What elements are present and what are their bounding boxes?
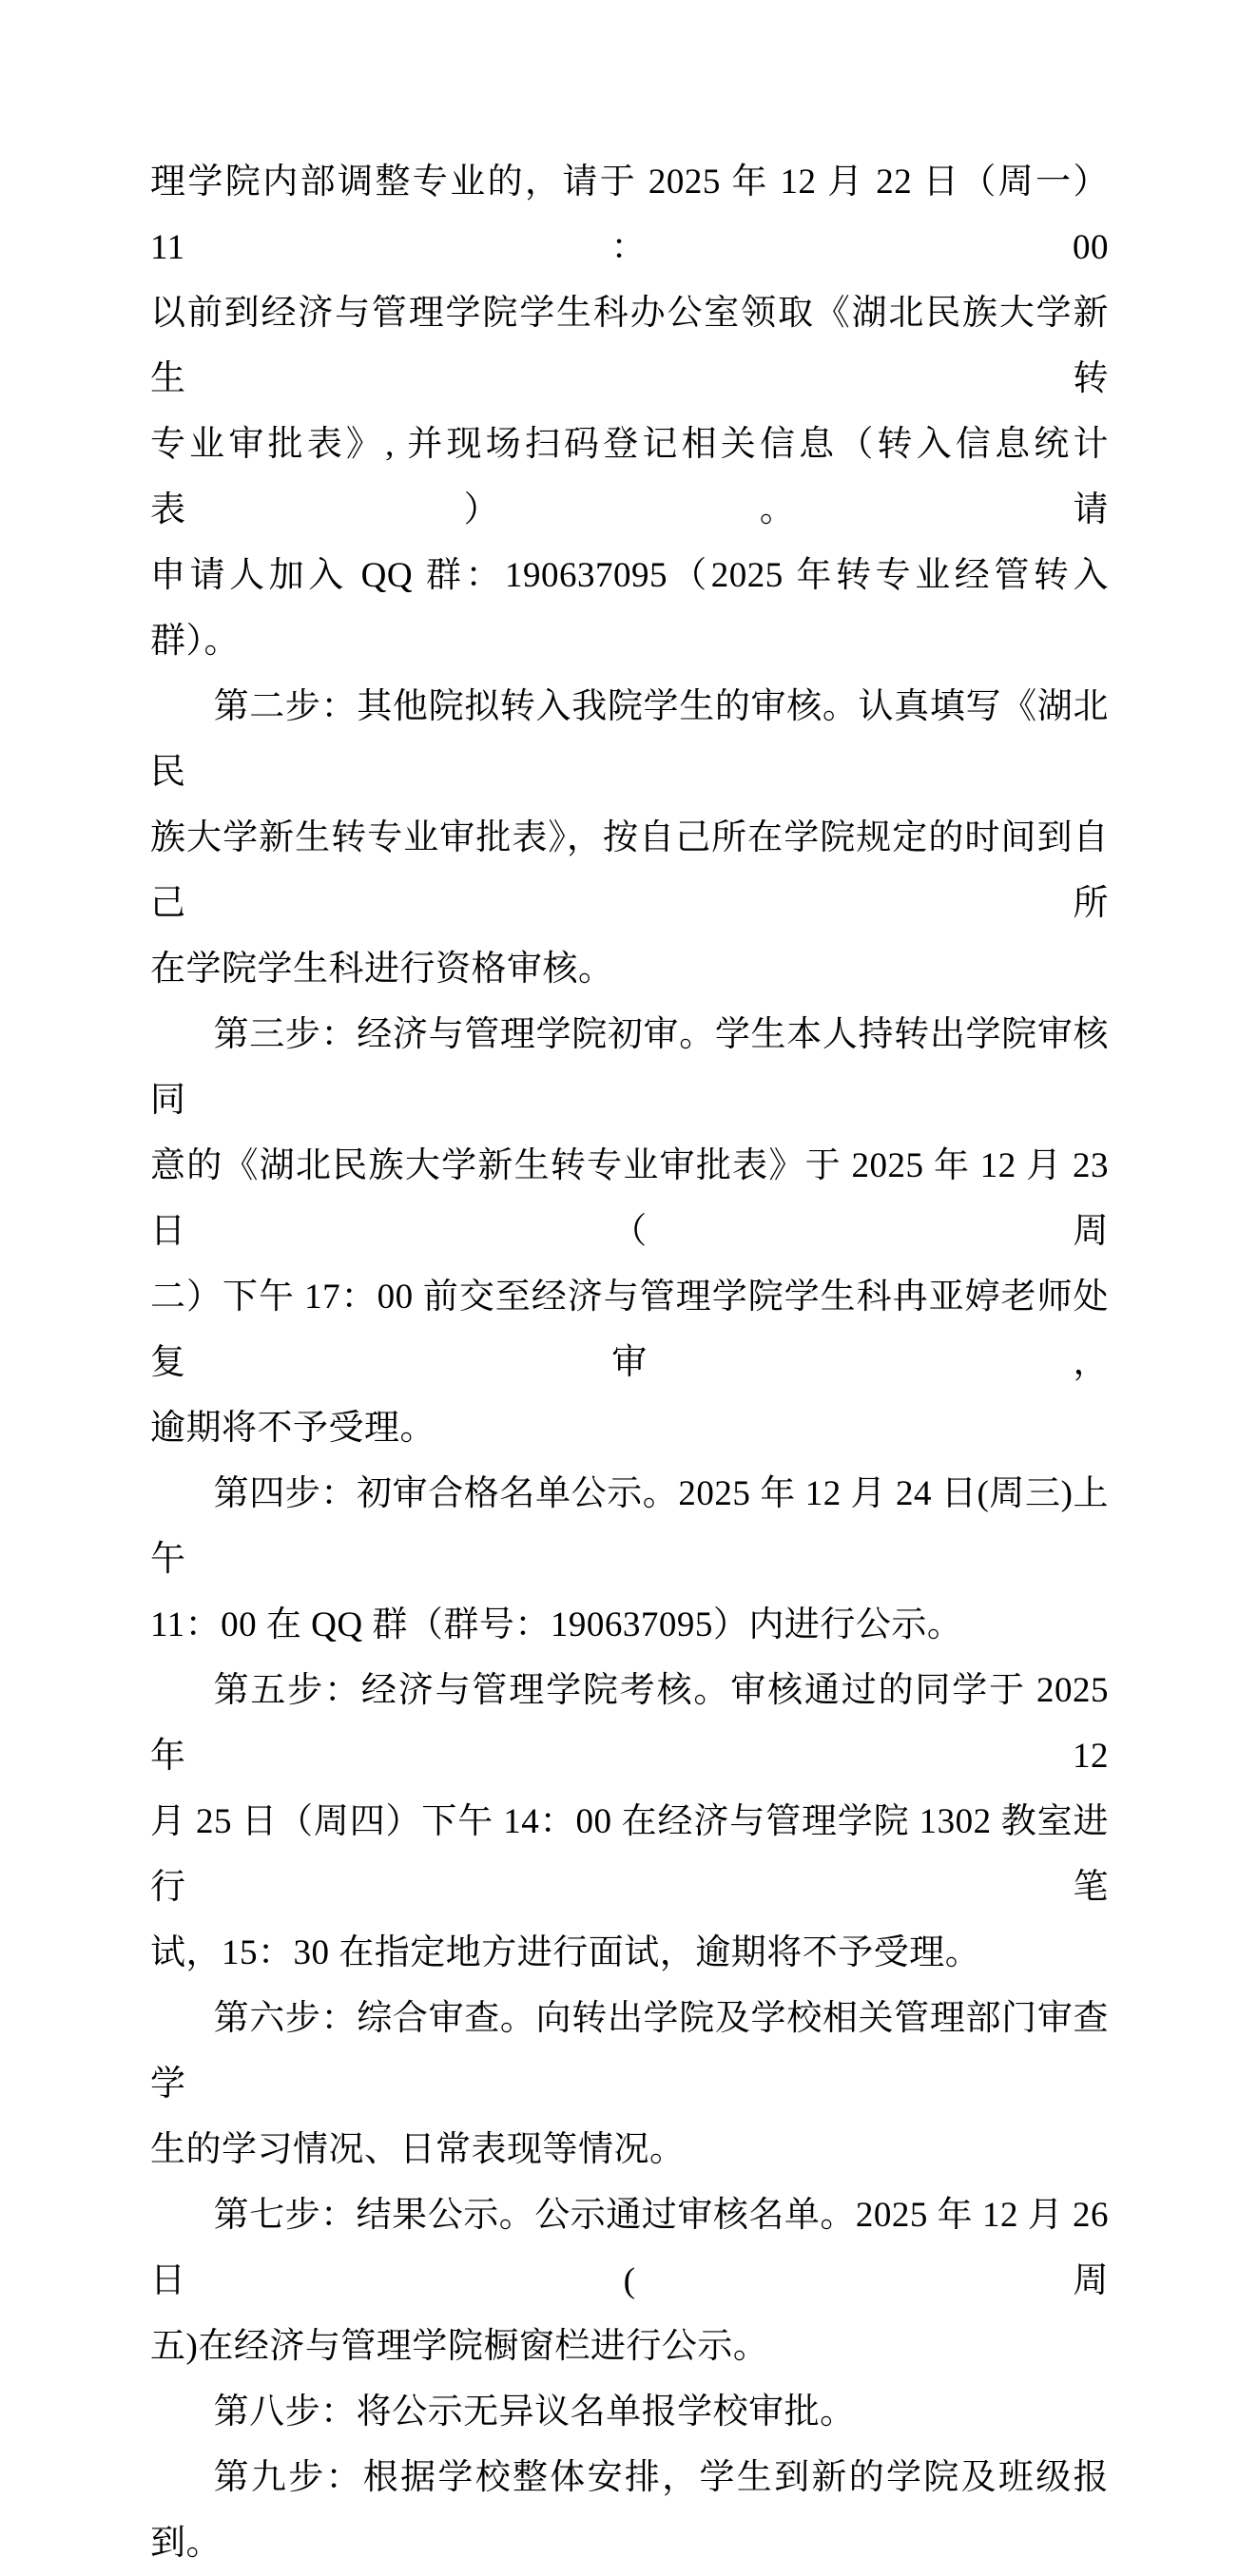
text-line: 第九步：根据学校整体安排，学生到新的学院及班级报到。 bbox=[150, 2458, 1109, 2563]
document-body bbox=[150, 149, 1109, 2576]
text-line: 试，15：30 在指定地方进行面试，逾期将不予受理。 bbox=[150, 1933, 981, 1972]
text-line: 生的学习情况、日常表现等情况。 bbox=[150, 2130, 686, 2169]
text-line: 意的《湖北民族大学新生转专业审批表》于 2025 年 12 月 23 日（周 bbox=[150, 1146, 1109, 1251]
text-line: 11：00 在 QQ 群（群号：190637095）内进行公示。 bbox=[150, 1605, 963, 1644]
text-line: 族大学新生转专业审批表》，按自己所在学院规定的时间到自己所 bbox=[150, 818, 1109, 923]
text-line: 专业审批表》, 并现场扫码登记相关信息（转入信息统计表）。请 bbox=[150, 425, 1109, 529]
text-line: 第二步：其他院拟转入我院学生的审核。认真填写《湖北民 bbox=[150, 687, 1109, 792]
text-line: 第四步：初审合格名单公示。2025 年 12 月 24 日(周三)上午 bbox=[150, 1474, 1109, 1579]
text-line: 第八步：将公示无异议名单报学校审批。 bbox=[213, 2393, 856, 2432]
text-line: 五)在经济与管理学院橱窗栏进行公示。 bbox=[150, 2327, 769, 2366]
text-line: 二）下午 17：00 前交至经济与管理学院学生科冉亚婷老师处复审， bbox=[150, 1278, 1109, 1382]
text-line: 月 25 日（周四）下午 14：00 在经济与管理学院 1302 教室进行笔 bbox=[150, 1802, 1109, 1907]
text-line: 以前到经济与管理学院学生科办公室领取《湖北民族大学新生转 bbox=[150, 294, 1109, 398]
text-line: 在学院学生科进行资格审核。 bbox=[150, 950, 614, 989]
text-line: 逾期将不予受理。 bbox=[150, 1409, 435, 1448]
text-line: 第五步：经济与管理学院考核。审核通过的同学于 2025 年 12 bbox=[150, 1671, 1109, 1776]
text-line: 第三步：经济与管理学院初审。学生本人持转出学院审核同 bbox=[150, 1015, 1109, 1120]
text-line: 第六步：综合审查。向转出学院及学校相关管理部门审查学 bbox=[150, 1999, 1109, 2104]
text-line: 申请人加入 QQ 群：190637095（2025 年转专业经管转入群）。 bbox=[150, 556, 1109, 661]
text-line: 第七步：结果公示。公示通过审核名单。2025 年 12 月 26 日(周 bbox=[150, 2196, 1109, 2300]
text-line: 理学院内部调整专业的，请于 2025 年 12 月 22 日（周一）11：00 bbox=[150, 163, 1109, 267]
